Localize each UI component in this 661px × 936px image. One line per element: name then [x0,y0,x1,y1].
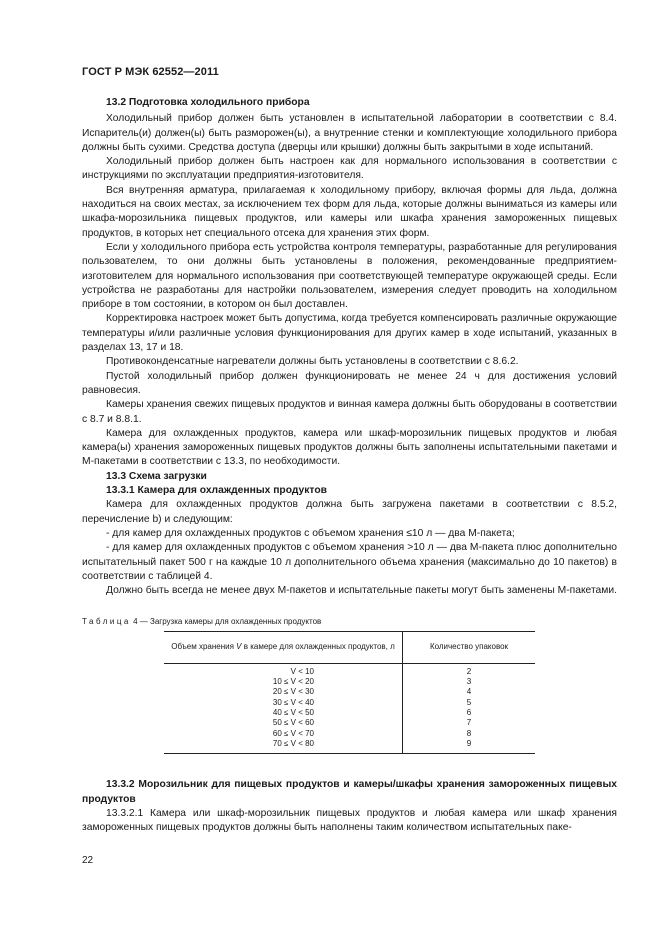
volume-cell: 70 ≤ V < 80 [164,739,403,754]
volume-cell: 20 ≤ V < 30 [272,687,314,697]
table-row [164,729,535,739]
volume-cell: V < 10 [290,666,314,676]
table-header-count: Количество упаковок [403,632,536,664]
document-header: ГОСТ Р МЭК 62552—2011 [82,66,219,78]
table-row [164,718,535,728]
table-row [164,708,535,718]
paragraph: Если у холодильного прибора есть устройства контроля температуры, разработанные для регулирования пользователем, то они должны быть установлены в положения, рекомендованные предприятием-изготовителем для нормального использования при соответствующей температуре окружающей среды. Если устройства не разработаны для настройки пользователем, измерения следует проводить на холодильном приборе в том состоянии, в котором он был доставлен. [82,241,617,311]
table-caption-word: Таблица [82,617,131,627]
section-13-3-1-heading: 13.3.1 Камера для охлажденных продуктов [106,485,327,497]
paragraph: Холодильный прибор должен быть установлен в испытательной лаборатории в соответствии с 8.4. Испаритель(и) должен(ы) быть разморожен(ы), а внутренние стенки и комплектующие холодильного прибора должны быть сухими. Средства доступа (дверцы или крышки) должны быть закрытыми в ходе испытаний. [82,113,617,153]
paragraph: Противоконденсатные нагреватели должны быть установлены в соответствии с 8.6.2. [106,356,519,368]
table-caption [82,616,617,627]
paragraph: Вся внутренняя арматура, прилагаемая к холодильному прибору, включая формы для льда, должна находиться на своих местах, за исключением тех форм для льда, которые должны выниматься из камеры или шкафа-морозильника пищевых продуктов, или камеры или шкафа хранения замороженных пищевых продуктов, в которых нет специального отсека для хранения этих форм. [82,184,617,239]
count-cell: 5 [403,698,536,708]
paragraph: Камера для охлажденных продуктов, камера или шкаф-морозильник пищевых продуктов и любая камера(ы) хранения замороженных пищевых продуктов должны быть заполнены испытательными пакетами и М-пакетами в соответствии с 13.3, по необходимости. [82,427,617,468]
count-cell: 2 [403,663,536,677]
table-header-volume: Объем хранения V в камере для охлажденных продуктов, л [164,632,403,664]
table-row [164,663,535,677]
count-cell: 8 [403,729,536,739]
document-body [82,96,617,835]
paragraph: Корректировка настроек может быть допустима, когда требуется компенсировать различные окружающие температуры и/или различные условия функционирования для других камер в ходе испытаний, указанных в разделах 13, 17 и 18. [82,313,617,354]
paragraph: Пустой холодильный прибор должен функционировать не менее 24 ч для достижения условий равновесия. [82,370,617,396]
section-13-3-heading: 13.3 Схема загрузки [106,470,207,482]
count-cell: 6 [403,708,536,718]
volume-cell: 30 ≤ V < 40 [272,697,314,707]
volume-cell: 50 ≤ V < 60 [272,718,314,728]
count-cell: 7 [403,718,536,728]
list-item: - для камер для охлажденных продуктов с объемом хранения >10 л — два М-пакета плюс дополнительно испытательный пакет 500 г на каждые 10 л дополнительного объема хранения (максимально до 10 пакетов) в соответствии с таблицей 4. [82,542,617,582]
volume-cell: 10 ≤ V < 20 [272,677,314,687]
count-cell: 4 [403,687,536,697]
paragraph: Камера для охлажденных продуктов должна быть загружена пакетами в соответствии с 8.5.2, перечисление b) и следующим: [82,499,617,525]
paragraph: 13.3.2.1 Камера или шкаф-морозильник пищевых продуктов и любая камера или шкаф хранения замороженных пищевых продуктов должны быть наполнены таким количеством испытательных паке- [82,807,617,834]
paragraph: Камеры хранения свежих пищевых продуктов и винная камера должны быть оборудованы в соответствии с 8.7 и 8.8.1. [82,399,617,425]
volume-cell: 60 ≤ V < 70 [272,728,314,738]
page-number: 22 [82,855,94,866]
count-cell: 9 [403,739,536,754]
list-item: - для камер для охлажденных продуктов с объемом хранения ≤10 л — два М-пакета; [106,527,515,539]
table-4 [164,631,535,754]
table-caption-text: 4 — Загрузка камеры для охлажденных продуктов [130,617,322,627]
table-row [164,687,535,697]
table-row [164,739,535,754]
section-13-2-heading: 13.2 Подготовка холодильного прибора [106,97,310,108]
paragraph: Холодильный прибор должен быть настроен как для нормального использования в соответствии с инструкциями по эксплуатации предприятия-изготовителя. [82,156,617,182]
table-row [164,677,535,687]
volume-cell: 40 ≤ V < 50 [272,708,314,718]
count-cell: 3 [403,677,536,687]
table-row [164,698,535,708]
section-13-3-2-heading: 13.3.2 Морозильник для пищевых продуктов и камеры/шкафы хранения замороженных пищевых продуктов [82,779,617,805]
paragraph: Должно быть всегда не менее двух М-пакетов и испытательные пакеты могут быть заменены М-пакетами. [106,585,617,597]
